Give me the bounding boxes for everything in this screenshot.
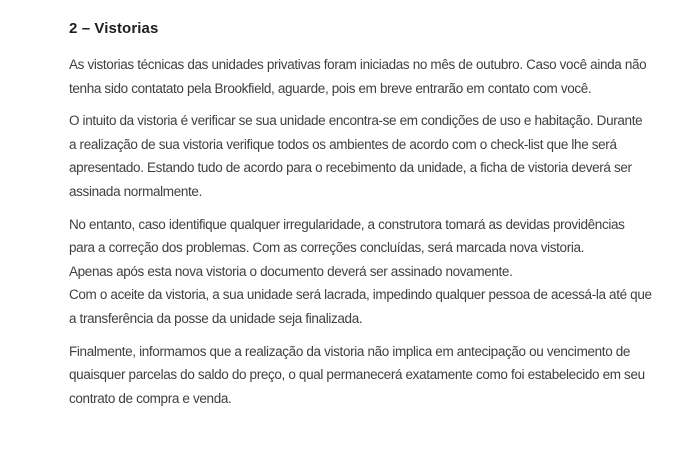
- paragraph-line: Com o aceite da vistoria, a sua unidade será lacrada, impedindo qualquer pessoa de acessá-la até que: [69, 287, 652, 303]
- paragraph-intuito-vistoria: [69, 109, 670, 203]
- paragraph-line: Finalmente, informamos que a realização da vistoria não implica em antecipação ou vencimento de: [69, 343, 631, 359]
- paragraph-line: tenha sido contatato pela Brookfield, aguarde, pois em breve entrarão em contato com você.: [69, 80, 592, 96]
- paragraph-line: quaisquer parcelas do saldo do preço, o qual permanecerá exatamente como foi estabelecido em seu: [69, 367, 645, 383]
- paragraph-line: contrato de compra e venda.: [69, 390, 232, 406]
- paragraph-line: a realização de sua vistoria verifique todos os ambientes de acordo com o check-list que lhe será: [69, 136, 617, 152]
- paragraph-line: Apenas após esta nova vistoria o documento deverá ser assinado novamente.: [69, 263, 513, 279]
- paragraph-line: para a correção dos problemas. Com as correções concluídas, será marcada nova vistoria.: [69, 240, 585, 256]
- paragraph-line: assinada normalmente.: [69, 183, 202, 199]
- paragraph-line: apresentado. Estando tudo de acordo para o recebimento da unidade, a ficha de vistoria deverá ser: [69, 160, 632, 176]
- paragraph-finalmente: [69, 340, 670, 411]
- paragraph-line: No entanto, caso identifique qualquer irregularidade, a construtora tomará as devidas providências: [69, 216, 625, 232]
- paragraph-irregularidades: [69, 213, 670, 331]
- paragraph-line: As vistorias técnicas das unidades privativas foram iniciadas no mês de outubro. Caso você ainda não: [69, 57, 647, 72]
- paragraph-line: O intuito da vistoria é verificar se sua unidade encontra-se em condições de uso e habitação. Durante: [69, 113, 643, 129]
- paragraph-vistorias-intro: [69, 53, 670, 100]
- document-title: 2 – Vistorias: [69, 20, 159, 37]
- paragraph-line: a transferência da posse da unidade seja finalizada.: [69, 310, 363, 326]
